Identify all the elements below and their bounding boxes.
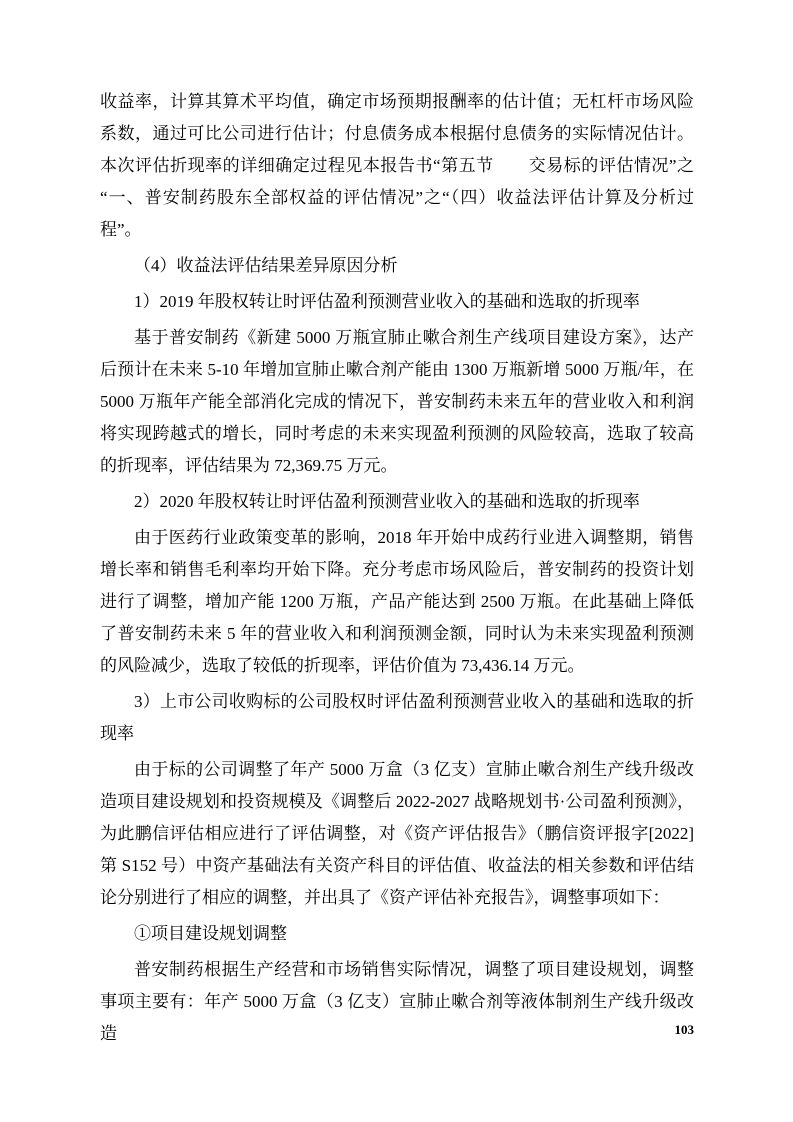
heading-2020-equity-transfer: 2）2020 年股权转让时评估盈利预测营业收入的基础和选取的折现率 [134, 492, 640, 511]
paragraph-2019-assessment-detail: 基于普安制药《新建 5000 万瓶宣肺止嗽合剂生产线项目建设方案》，达产后预计在未来 5-10 年增加宣肺止嗽合剂产能由 1300 万瓶新增 5000 万瓶/年，在 5000 万瓶年产能全部消化完成的情况下，普安制药未来五年的营业收入和利润将实现跨越式的增长，同时考虑的未来实现盈利预测的风险较高，选取了较高的折现率，评估结果为 72,369.75 万元。 [100, 328, 694, 475]
paragraph-discount-rate-continuation: 收益率，计算其算术平均值，确定市场预期报酬率的估计值；无杠杆市场风险系数，通过可比公司进行估计；付息债务成本根据付息债务的实际情况估计。本次评估折现率的详细确定过程见本报告书“第五节 交易标的评估情况”之“一、普安制药股东全部权益的评估情况”之“（四）收益法评估计算及分析过程”。 [100, 92, 694, 239]
paragraph-2020-assessment-detail: 由于医药行业政策变革的影响，2018 年开始中成药行业进入调整期，销售增长率和销售毛利率均开始下降。充分考虑市场风险后，普安制药的投资计划进行了调整，增加产能 1200 万瓶，产品产能达到 2500 万瓶。在此基础上降低了普安制药未来 5 年的营业收入和利润预测金额，同时认为未来实现盈利预测的风险减少，选取了较低的折现率，评估价值为 73,436.14 万元。 [100, 528, 694, 675]
page-number: 103 [674, 1022, 694, 1037]
heading-income-approach-difference-analysis: （4）收益法评估结果差异原因分析 [134, 256, 398, 275]
paragraph-project-plan-detail: 普安制药根据生产经营和市场销售实际情况，调整了项目建设规划，调整事项主要有：年产 5000 万盒（3 亿支）宣肺止嗽合剂等液体制剂生产线升级改造 [100, 960, 694, 1043]
paragraph-adjustment-overview: 由于标的公司调整了年产 5000 万盒（3 亿支）宣肺止嗽合剂生产线升级改造项目建设规划和投资规模及《调整后 2022-2027 战略规划书·公司盈利预测》，为此鹏信评估相应进行了评估调整，对《资产评估报告》（鹏信资评报字[2022]第 S152 号）中资产基础法有关资产科目的评估值、收益法的相关参数和评估结论分别进行了相应的调整，并出具了《资产评估补充报告》，调整事项如下： [100, 760, 694, 907]
heading-2019-equity-transfer: 1）2019 年股权转让时评估盈利预测营业收入的基础和选取的折现率 [134, 292, 640, 311]
heading-project-plan-adjustment: ①项目建设规划调整 [134, 924, 287, 943]
heading-listed-company-acquisition: 3）上市公司收购标的公司股权时评估盈利预测营业收入的基础和选取的折现率 [100, 692, 694, 743]
document-body [100, 86, 694, 1054]
